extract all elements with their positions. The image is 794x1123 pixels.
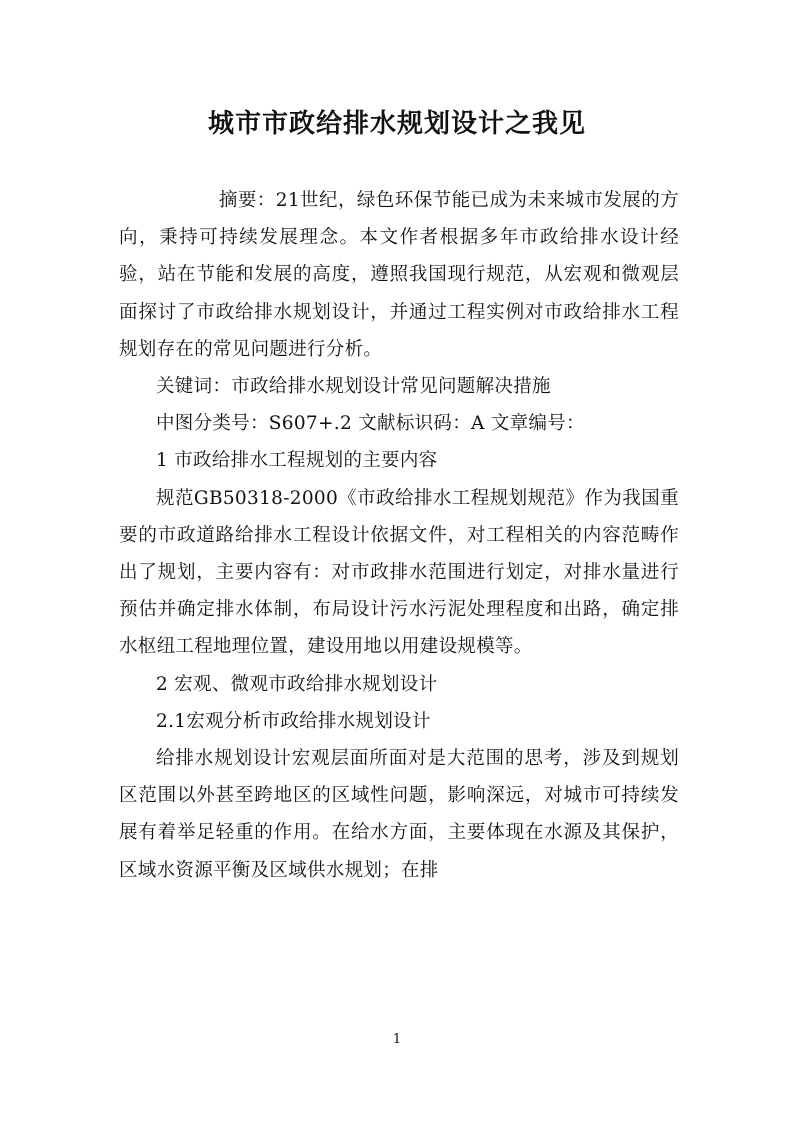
keywords-line: 关键词：市政给排水规划设计常见问题解决措施 [156,376,551,398]
section-heading-1: 1 市政给排水工程规划的主要内容 [156,450,438,472]
body-paragraph: 规范GB50318-2000《市政给排水工程规划规范》作为我国重要的市政道路给排水工程设计依据文件，对工程相关的内容范畴作出了规划，主要内容有：对市政排水范围进行划定，对排水量进行预估并确定排水体制，布局设计污水污泥处理程度和出路，确定排水枢纽工程地理位置，建设用地以用建设规模等。 [119,487,679,658]
subsection-heading-2-1: 2.1宏观分析市政给排水规划设计 [156,710,431,732]
document-body [119,182,679,889]
page-number: 1 [392,1032,402,1047]
document-title: 城市市政给排水规划设计之我见 [207,109,586,139]
abstract-paragraph: 摘要：21世纪，绿色环保节能已成为未来城市发展的方向，秉持可持续发展理念。本文作者根据多年市政给排水设计经验，站在节能和发展的高度，遵照我国现行规范，从宏观和微观层面探讨了市政给排水规划设计，并通过工程实例对市政给排水工程规划存在的常见问题进行分析。 [119,190,679,360]
classification-line: 中图分类号：S607+.2 文献标识码：A 文章编号： [156,413,585,435]
body-paragraph: 给排水规划设计宏观层面所面对是大范围的思考，涉及到规划区范围以外甚至跨地区的区域性问题，影响深远，对城市可持续发展有着举足轻重的作用。在给水方面，主要体现在水源及其保护，区域水资源平衡及区域供水规划；在排 [119,748,679,881]
section-heading-2: 2 宏观、微观市政给排水规划设计 [156,673,438,695]
